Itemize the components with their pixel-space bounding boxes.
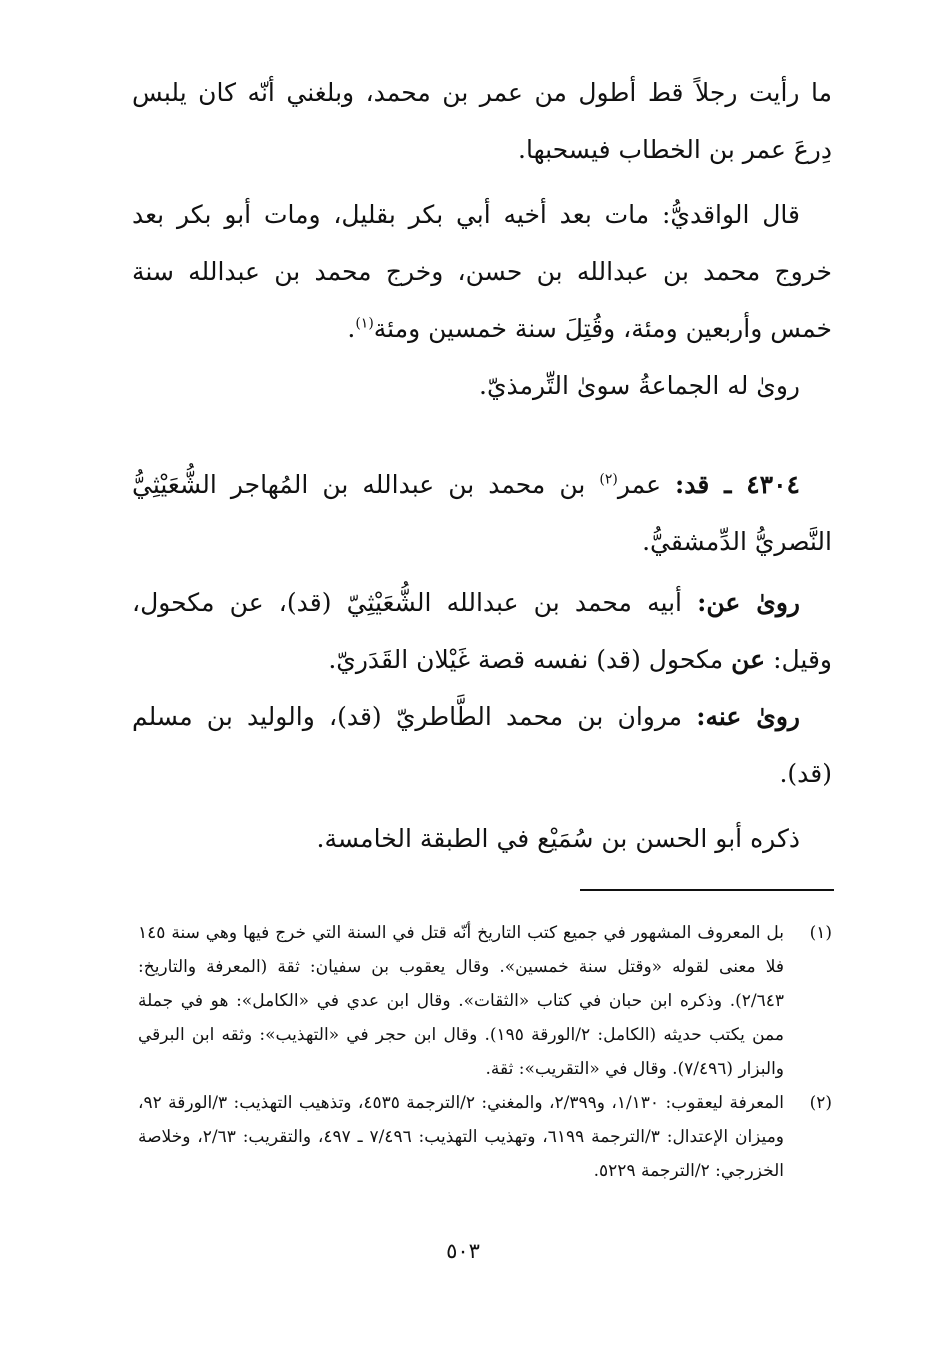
footnote-text: بل المعروف المشهور في جميع كتب التاريخ أنّه قتل في السنة التي خرج فيها وهي سنة ١٤٥ فلا معنى لقوله «وقتل سنة خمسين». وقال يعقوب بن سفيان: ثقة (المعرفة والتاريخ: ٢/٦٤٣). وذكره ابن حبان في كتاب «الثقات». وقال ابن عدي في «الكامل»: هو في جملة ممن يكتب حديثه (الكامل: ٢/الورقة ١٩٥). وقال ابن حجر في «التهذيب»: وثقه ابن البرقي والبزار (٧/٤٩٦). وقال في «التقريب»: ثقة. <box>138 923 784 1079</box>
paragraph-quote: ما رأيت رجلاً قط أطول من عمر بن محمد، وبلغني أنّه كان يلبس دِرعَ عمر بن الخطاب فيسحبها. <box>132 78 832 164</box>
paragraph-waqidi <box>132 186 832 357</box>
footnote-ref-2[interactable]: (٢) <box>599 471 618 488</box>
footnote-number: (٢) <box>809 1093 832 1113</box>
main-text <box>132 64 832 867</box>
footnote-2 <box>138 1086 832 1188</box>
paragraph-narrated-by <box>132 688 832 802</box>
footnote-number: (١) <box>809 923 832 943</box>
paragraph-tabaqa: ذكره أبو الحسن بن سُمَيْع في الطبقة الخامسة. <box>316 824 800 853</box>
entry-number: ٤٣٠٤ ـ قد: <box>675 470 800 499</box>
paragraph-narrated-from <box>132 574 832 688</box>
waqidi-end: . <box>347 314 356 343</box>
narrated-by-label: روىٰ عنه: <box>696 702 801 731</box>
narrated-from-label: روىٰ عن: <box>697 588 800 617</box>
footnote-1 <box>138 916 832 1086</box>
entry-rest: بن محمد بن عبدالله بن المُهاجر الشُّعَيْثِيُّ النَّصريُّ الدِّمشقيُّ. <box>132 470 832 556</box>
footnotes <box>138 916 832 1188</box>
narrated-from-text: أبيه محمد بن عبدالله الشُّعَيْثِيّ (قد)، عن مكحول، وقيل: <box>132 588 832 674</box>
waqidi-text: قال الواقديُّ: مات بعد أخيه أبي بكر بقليل، ومات أبو بكر بعد خروج محمد بن عبدالله بن حسن، وخرج محمد بن عبدالله سنة خمس وأربعين ومئة، وقُتِلَ سنة خمسين ومئة <box>132 200 832 343</box>
narrated-from-label-2: عن <box>731 645 766 674</box>
narrated-from-text-2: مكحول (قد) نفسه قصة غَيْلان القَدَريّ. <box>328 645 724 674</box>
narrated-by-text: مروان بن محمد الطَّاطريّ (قد)، والوليد بن مسلم (قد). <box>132 702 832 788</box>
footnote-ref-1[interactable]: (١) <box>355 315 374 332</box>
page-number: ٥٠٣ <box>446 1239 480 1263</box>
paragraph-narrators: روىٰ له الجماعةُ سوىٰ التِّرمذيّ. <box>479 371 800 400</box>
entry-name: عمر <box>617 470 662 499</box>
footnote-text: المعرفة ليعقوب: ١/١٣٠، و٢/٣٩٩، والمغني: ٢/الترجمة ٤٥٣٥، وتذهيب التهذيب: ٣/الورقة ٩٢، وميزان الإعتدال: ٣/الترجمة ٦١٩٩، وتهذيب التهذيب: ٧/٤٩٦ ـ ٤٩٧، والتقريب: ٢/٦٣، وخلاصة الخزرجي: ٢/الترجمة ٥٢٢٩. <box>138 1093 785 1181</box>
entry-heading <box>132 456 832 570</box>
footnote-separator <box>580 889 834 891</box>
